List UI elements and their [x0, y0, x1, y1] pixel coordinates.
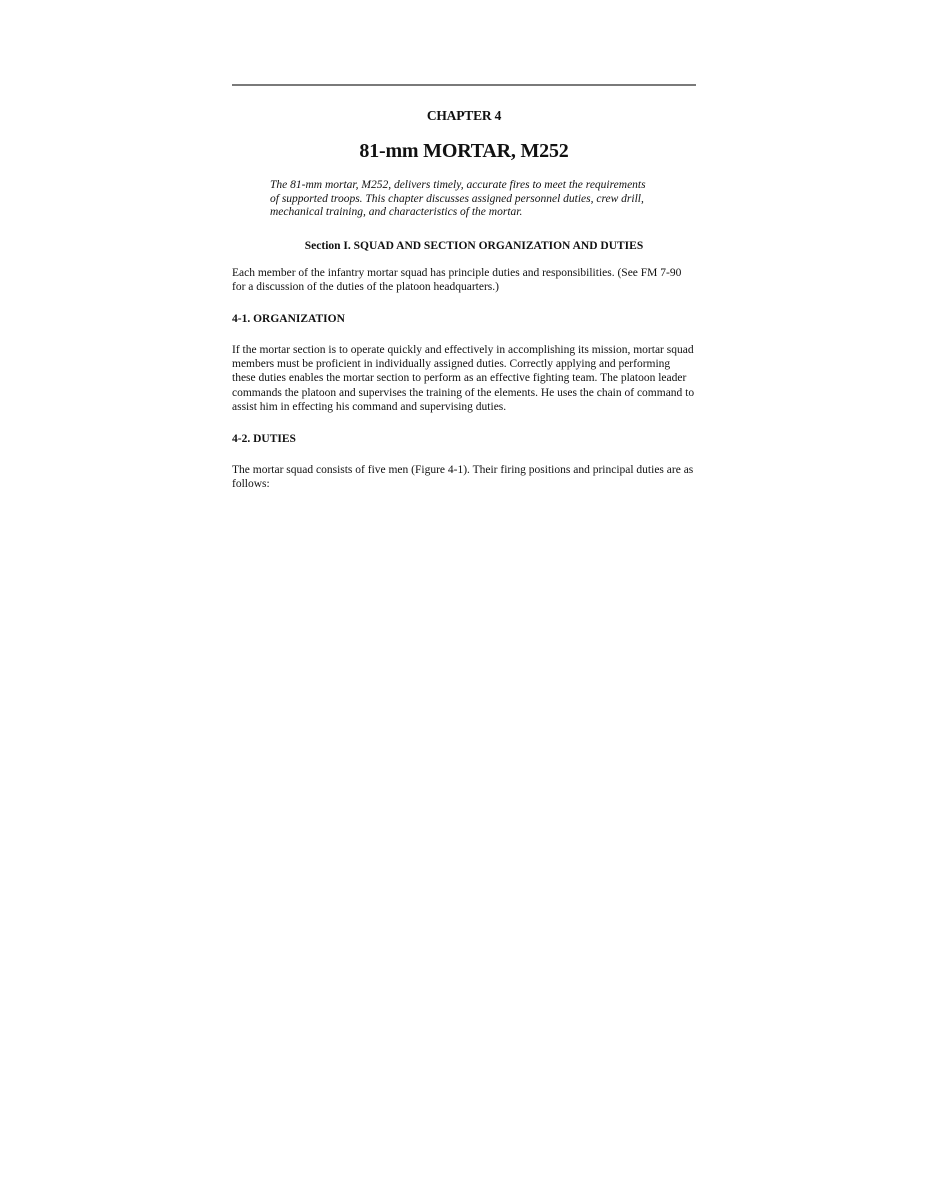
- subsection-body-duties: The mortar squad consists of five men (Figure 4-1). Their firing positions and principal duties are as follows:: [232, 463, 694, 491]
- header-rule: [232, 84, 696, 86]
- document-page: [232, 84, 696, 491]
- section-heading: Section I. SQUAD AND SECTION ORGANIZATION AND DUTIES: [304, 239, 644, 252]
- chapter-intro: The 81-mm mortar, M252, delivers timely, accurate fires to meet the requirements of supported troops. This chapter discusses assigned personnel duties, crew drill, mechanical training, and characteristics of the mortar.: [270, 179, 646, 218]
- subsection-heading-duties: 4-2. DUTIES: [232, 432, 296, 445]
- chapter-title: 81-mm MORTAR, M252: [359, 140, 569, 162]
- subsection-heading-organization: 4-1. ORGANIZATION: [232, 312, 345, 325]
- section-intro-paragraph: Each member of the infantry mortar squad has principle duties and responsibilities. (See FM 7-90 for a discussion of the duties of the platoon headquarters.): [232, 266, 682, 293]
- subsection-body-organization: If the mortar section is to operate quickly and effectively in accomplishing its mission, mortar squad members must be proficient in individually assigned duties. Correctly applying and performing these duties enables the mortar section to perform as an effective fighting team. The platoon leader commands the platoon and supervises the training of the elements. He uses the chain of command to assist him in effecting his command and supervising duties.: [232, 343, 695, 413]
- chapter-label: CHAPTER 4: [426, 108, 502, 123]
